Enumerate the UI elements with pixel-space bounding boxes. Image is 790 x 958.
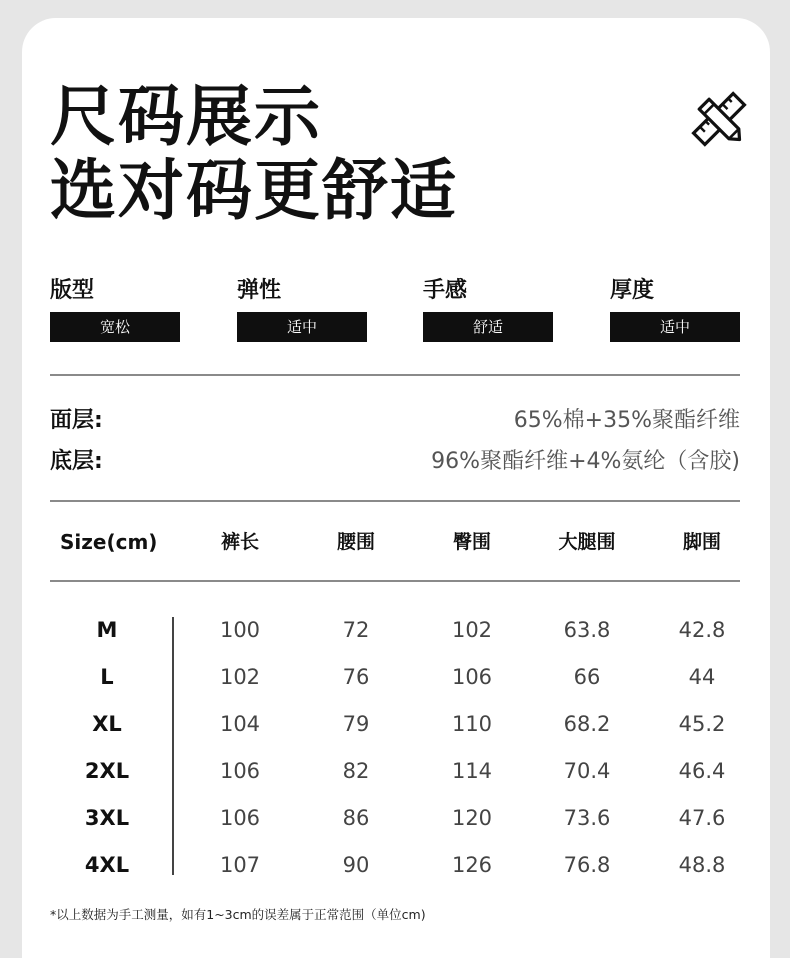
hem-cell: 48.8: [678, 853, 726, 877]
hem-cell: 44: [688, 665, 716, 689]
fabric-inner-label: 底层:: [50, 449, 103, 474]
waist-cell: 72: [342, 618, 370, 642]
attribute-value-tag: 适中: [237, 312, 367, 342]
attribute-label: 版型: [50, 278, 95, 303]
thigh-cell: 73.6: [563, 806, 611, 830]
length-cell: 106: [219, 806, 261, 830]
hip-cell: 126: [451, 853, 493, 877]
waist-cell: 76: [342, 665, 370, 689]
attribute-value-tag: 宽松: [50, 312, 180, 342]
fabric-outer-value: 65%棉+35%聚酯纤维: [513, 408, 740, 433]
thigh-cell: 63.8: [563, 618, 611, 642]
divider: [50, 580, 740, 582]
attribute-value-tag: 舒适: [423, 312, 553, 342]
divider: [50, 500, 740, 502]
table-row: [0, 657, 790, 697]
table-row: [0, 845, 790, 885]
column-header-length: 裤长: [220, 531, 259, 553]
fabric-outer-row: [50, 403, 740, 439]
attribute-label: 弹性: [237, 278, 282, 303]
waist-cell: 82: [342, 759, 370, 783]
size-cell: M: [96, 618, 118, 642]
size-cell: 3XL: [84, 806, 130, 830]
attribute-feel: [423, 276, 553, 342]
attribute-thickness: [610, 276, 740, 342]
table-row: [0, 704, 790, 744]
ruler-pencil-icon: [688, 88, 750, 150]
title-line-1: 尺码展示: [50, 78, 322, 155]
length-cell: 106: [219, 759, 261, 783]
hem-cell: 45.2: [678, 712, 726, 736]
attribute-label: 厚度: [610, 278, 655, 303]
fabric-outer-label: 面层:: [50, 408, 103, 433]
hip-cell: 102: [451, 618, 493, 642]
length-cell: 107: [219, 853, 261, 877]
divider: [50, 374, 740, 376]
thigh-cell: 66: [573, 665, 601, 689]
hip-cell: 110: [451, 712, 493, 736]
column-header-hem: 脚围: [682, 531, 721, 553]
attribute-value-tag: 适中: [610, 312, 740, 342]
thigh-cell: 70.4: [563, 759, 611, 783]
waist-cell: 86: [342, 806, 370, 830]
length-cell: 104: [219, 712, 261, 736]
table-row: [0, 751, 790, 791]
column-header-hip: 臀围: [452, 531, 491, 553]
waist-cell: 90: [342, 853, 370, 877]
thigh-cell: 76.8: [563, 853, 611, 877]
attribute-fit: [50, 276, 180, 342]
hem-cell: 42.8: [678, 618, 726, 642]
table-row: [0, 610, 790, 650]
length-cell: 102: [219, 665, 261, 689]
measurement-footnote: *以上数据为手工测量，如有1~3cm的误差属于正常范围（单位cm): [50, 907, 426, 922]
title-line-2: 选对码更舒适: [50, 152, 458, 229]
hem-cell: 47.6: [678, 806, 726, 830]
length-cell: 100: [219, 618, 261, 642]
size-cell: XL: [92, 712, 122, 736]
size-cell: 4XL: [84, 853, 130, 877]
table-row: [0, 798, 790, 838]
waist-cell: 79: [342, 712, 370, 736]
hip-cell: 120: [451, 806, 493, 830]
hip-cell: 106: [451, 665, 493, 689]
fabric-inner-value: 96%聚酯纤维+4%氨纶（含胶): [431, 449, 740, 474]
thigh-cell: 68.2: [563, 712, 611, 736]
fabric-inner-row: [50, 444, 740, 480]
column-header-thigh: 大腿围: [558, 531, 616, 553]
hip-cell: 114: [451, 759, 493, 783]
fit-attributes: [0, 276, 790, 346]
hem-cell: 46.4: [678, 759, 726, 783]
size-cell: 2XL: [84, 759, 130, 783]
page-title: [50, 80, 458, 228]
column-header-size: Size(cm): [60, 530, 158, 554]
attribute-elasticity: [237, 276, 367, 342]
size-cell: L: [100, 665, 114, 689]
attribute-label: 手感: [423, 278, 468, 303]
column-header-waist: 腰围: [336, 531, 375, 553]
